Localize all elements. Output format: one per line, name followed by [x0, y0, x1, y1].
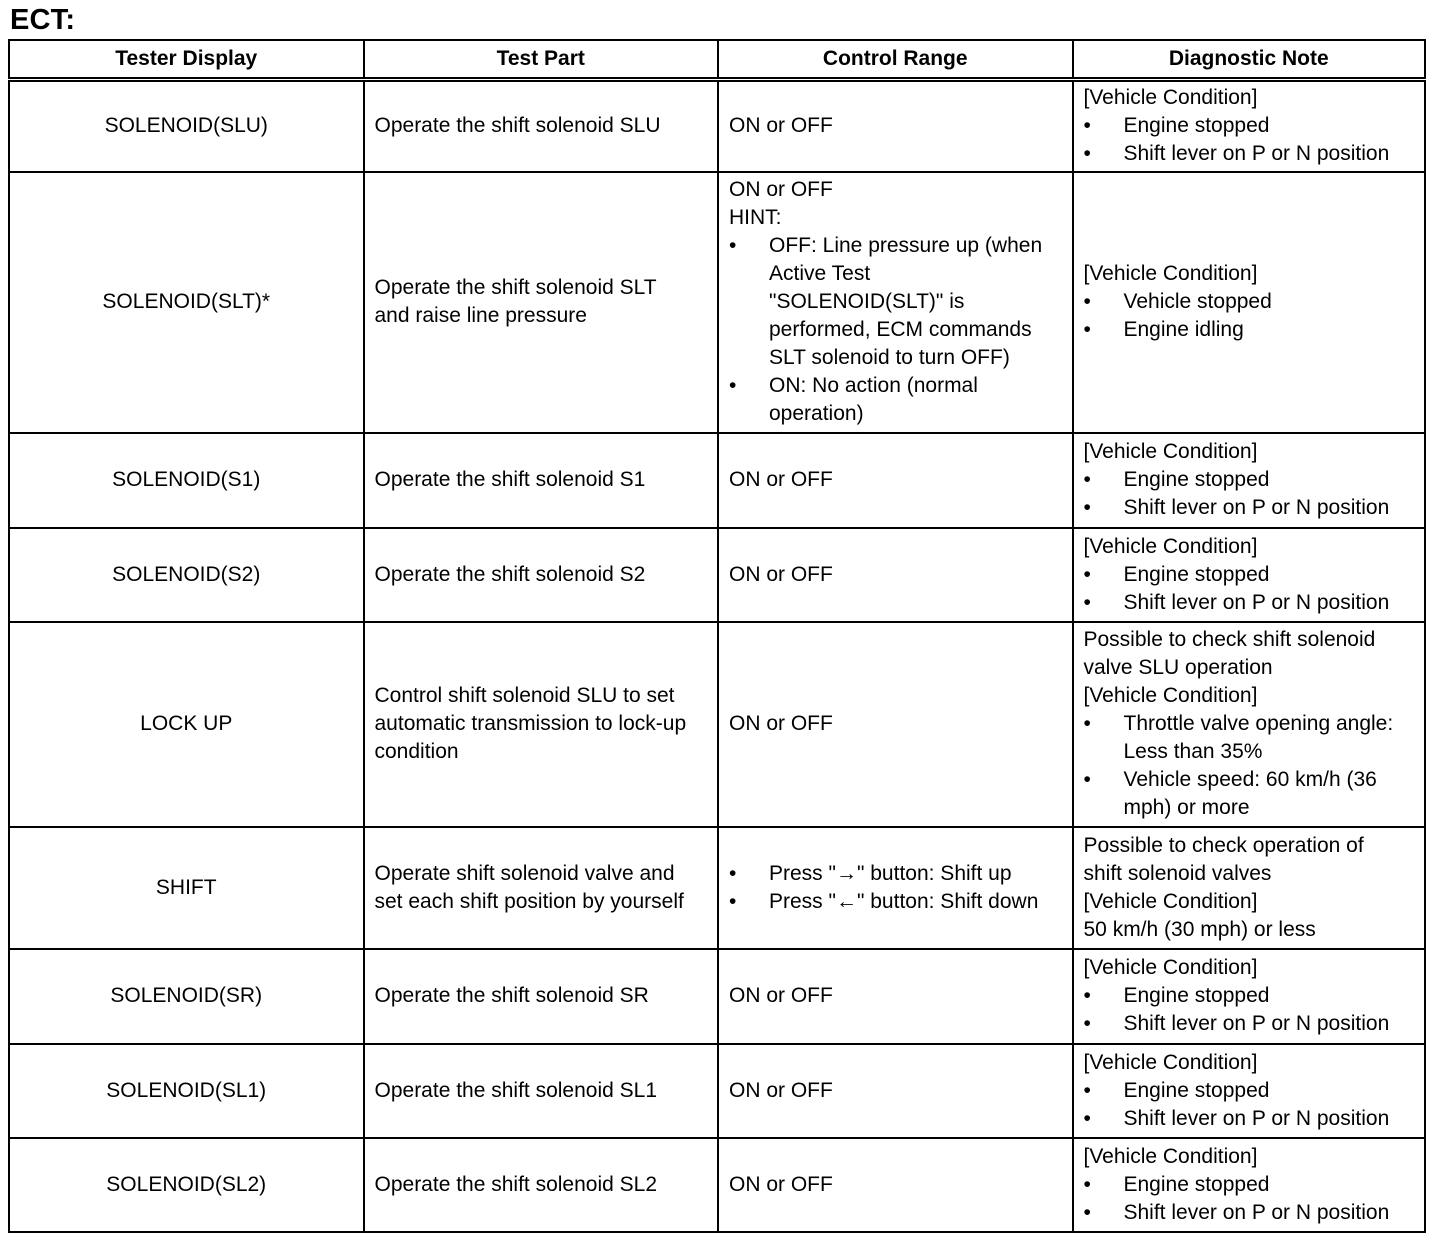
- diagnostic-note-cell: [1073, 1044, 1426, 1138]
- control-range-cell: [718, 949, 1073, 1044]
- diagnostic-note-cell: [1073, 172, 1426, 433]
- table-row: [9, 949, 1425, 1044]
- diagnostic-note-bullet-list: [1084, 112, 1415, 168]
- diagnostic-note-bullet-line: • Engine stopped: [1123, 984, 1270, 1007]
- diagnostic-note-cell: [1073, 622, 1426, 827]
- diagnostic-note-bullet-item: [1084, 561, 1415, 589]
- test-part-line: set each shift position by yourself: [374, 889, 684, 913]
- diagnostic-note-bullet-line: • Vehicle stopped: [1123, 290, 1272, 313]
- diagnostic-note-line: 50 km/h (30 mph) or less: [1083, 917, 1316, 941]
- table-row: [9, 1044, 1425, 1138]
- control-range-line: ON or OFF: [729, 1078, 833, 1102]
- tester-display-cell: SOLENOID(SL1): [9, 1044, 364, 1138]
- diagnostic-note-bullet-item: [1084, 1199, 1415, 1227]
- diagnostic-note-line: [Vehicle Condition]: [1083, 86, 1258, 110]
- test-part-line: Operate the shift solenoid SLU: [374, 114, 661, 138]
- test-part-cell: [364, 172, 719, 433]
- diagnostic-note-bullet-line: • Shift lever on P or N position: [1123, 496, 1390, 519]
- control-range-bullet-item: [729, 888, 1062, 916]
- control-range-bullet-item: [729, 372, 1062, 428]
- test-part-line: Operate the shift solenoid SR: [374, 984, 649, 1007]
- diagnostic-note-line: [Vehicle Condition]: [1083, 1144, 1258, 1168]
- diagnostic-note-line: [Vehicle Condition]: [1083, 440, 1258, 463]
- test-part-line: Operate the shift solenoid SLT: [374, 276, 657, 299]
- diagnostic-note-cell: [1073, 528, 1426, 622]
- test-part-line: Operate the shift solenoid SL1: [374, 1078, 658, 1102]
- table-row: [9, 433, 1425, 528]
- control-range-bullet-line: "SOLENOID(SLT)" is: [769, 290, 965, 313]
- diagnostic-note-bullet-line: • Engine stopped: [1123, 468, 1270, 491]
- ect-active-test-table: [8, 39, 1426, 1233]
- diagnostic-note-bullet-line: Less than 35%: [1123, 740, 1263, 763]
- diagnostic-note-line: [Vehicle Condition]: [1083, 1050, 1258, 1074]
- diagnostic-note-line: [Vehicle Condition]: [1083, 684, 1258, 707]
- control-range-bullet-item: [729, 860, 1062, 888]
- tester-display-cell: SOLENOID(SR): [9, 949, 364, 1044]
- table-row: [9, 528, 1425, 622]
- diagnostic-note-cell: [1073, 433, 1426, 528]
- diagnostic-note-bullet-line: • Shift lever on P or N position: [1123, 1200, 1390, 1224]
- control-range-cell: [718, 172, 1073, 433]
- diagnostic-note-bullet-line: • Shift lever on P or N position: [1123, 1012, 1390, 1035]
- diagnostic-note-line: [Vehicle Condition]: [1083, 956, 1258, 979]
- diagnostic-note-bullet-list: [1084, 710, 1415, 822]
- test-part-cell: [364, 528, 719, 622]
- control-range-cell: [718, 622, 1073, 827]
- diagnostic-note-bullet-item: [1084, 1105, 1415, 1133]
- tester-display-cell: SOLENOID(SLU): [9, 80, 364, 172]
- diagnostic-note-bullet-item: [1084, 1010, 1415, 1038]
- diagnostic-note-bullet-line: mph) or more: [1123, 796, 1250, 819]
- header-control-range: Control Range: [718, 40, 1073, 80]
- control-range-cell: [718, 1044, 1073, 1138]
- diagnostic-note-line: Possible to check operation of: [1083, 833, 1364, 857]
- control-range-cell: [718, 80, 1073, 172]
- control-range-bullet-line: SLT solenoid to turn OFF): [769, 346, 1010, 369]
- diagnostic-note-bullet-line: • Shift lever on P or N position: [1123, 142, 1390, 166]
- diagnostic-note-bullet-item: [1084, 316, 1415, 344]
- test-part-line: Operate the shift solenoid S2: [374, 562, 646, 586]
- diagnostic-note-bullet-line: • Shift lever on P or N position: [1123, 590, 1390, 614]
- control-range-line: ON or OFF: [729, 468, 833, 491]
- test-part-line: and raise line pressure: [374, 304, 587, 327]
- diagnostic-note-bullet-item: [1084, 1171, 1415, 1199]
- tester-display-cell: SOLENOID(SL2): [9, 1138, 364, 1232]
- control-range-line: ON or OFF: [729, 712, 833, 735]
- test-part-cell: [364, 622, 719, 827]
- tester-display-cell: SOLENOID(S1): [9, 433, 364, 528]
- header-test-part: Test Part: [364, 40, 719, 80]
- diagnostic-note-bullet-line: • Engine idling: [1123, 318, 1244, 341]
- control-range-line: ON or OFF: [729, 562, 833, 586]
- diagnostic-note-line: [Vehicle Condition]: [1083, 262, 1258, 285]
- control-range-bullet-line: • ON: No action (normal: [769, 374, 978, 397]
- test-part-line: automatic transmission to lock-up: [374, 712, 687, 735]
- control-range-cell: [718, 433, 1073, 528]
- diagnostic-note-cell: [1073, 80, 1426, 172]
- diagnostic-note-line: valve SLU operation: [1083, 656, 1273, 679]
- diagnostic-note-bullet-line: • Throttle valve opening angle:: [1123, 712, 1394, 735]
- diagnostic-note-bullet-item: [1084, 982, 1415, 1010]
- diagnostic-note-bullet-line: • Engine stopped: [1123, 1078, 1270, 1102]
- diagnostic-note-bullet-line: • Shift lever on P or N position: [1123, 1106, 1390, 1130]
- diagnostic-note-bullet-list: [1084, 1171, 1415, 1227]
- table-header-row: [9, 40, 1425, 80]
- test-part-cell: [364, 949, 719, 1044]
- diagnostic-note-line: [Vehicle Condition]: [1083, 889, 1258, 913]
- table-row: [9, 827, 1425, 949]
- control-range-line: ON or OFF: [729, 114, 833, 138]
- diagnostic-note-bullet-list: [1084, 466, 1415, 522]
- diagnostic-note-cell: [1073, 827, 1426, 949]
- control-range-cell: [718, 528, 1073, 622]
- control-range-line: ON or OFF: [729, 984, 833, 1007]
- test-part-line: Operate shift solenoid valve and: [374, 861, 675, 885]
- diagnostic-note-bullet-item: [1084, 589, 1415, 617]
- diagnostic-note-bullet-list: [1084, 982, 1415, 1038]
- control-range-cell: [718, 1138, 1073, 1232]
- test-part-line: Operate the shift solenoid SL2: [374, 1172, 658, 1196]
- test-part-line: Control shift solenoid SLU to set: [374, 684, 675, 707]
- page-title: ECT:: [10, 4, 76, 36]
- table-row: [9, 172, 1425, 433]
- control-range-bullet-list: [729, 860, 1062, 916]
- diagnostic-note-bullet-item: [1084, 288, 1415, 316]
- diagnostic-note-bullet-line: • Vehicle speed: 60 km/h (36: [1123, 768, 1377, 791]
- test-part-cell: [364, 80, 719, 172]
- control-range-bullet-list: [729, 232, 1062, 428]
- test-part-cell: [364, 827, 719, 949]
- diagnostic-note-bullet-line: • Engine stopped: [1123, 562, 1270, 586]
- tester-display-cell: SOLENOID(SLT)*: [9, 172, 364, 433]
- diagnostic-note-bullet-line: • Engine stopped: [1123, 1172, 1270, 1196]
- control-range-bullet-line: operation): [769, 402, 864, 425]
- diagnostic-note-cell: [1073, 1138, 1426, 1232]
- header-tester-display: Tester Display: [9, 40, 364, 80]
- test-part-cell: [364, 433, 719, 528]
- diagnostic-note-bullet-line: • Engine stopped: [1123, 114, 1270, 138]
- diagnostic-note-bullet-list: [1084, 561, 1415, 617]
- control-range-line: ON or OFF: [729, 1172, 833, 1196]
- diagnostic-note-line: shift solenoid valves: [1083, 861, 1272, 885]
- diagnostic-note-bullet-list: [1084, 1077, 1415, 1133]
- test-part-cell: [364, 1138, 719, 1232]
- table-row: [9, 80, 1425, 172]
- diagnostic-note-cell: [1073, 949, 1426, 1044]
- diagnostic-note-line: Possible to check shift solenoid: [1083, 628, 1376, 651]
- tester-display-cell: LOCK UP: [9, 622, 364, 827]
- control-range-line: ON or OFF: [729, 178, 833, 201]
- control-range-bullet-line: Active Test: [769, 262, 871, 285]
- tester-display-cell: SOLENOID(S2): [9, 528, 364, 622]
- test-part-line: Operate the shift solenoid S1: [374, 468, 646, 491]
- control-range-bullet-item: [729, 232, 1062, 372]
- control-range-cell: [718, 827, 1073, 949]
- test-part-cell: [364, 1044, 719, 1138]
- header-diagnostic-note: Diagnostic Note: [1073, 40, 1426, 80]
- diagnostic-note-bullet-item: [1084, 710, 1415, 766]
- table-row: [9, 1138, 1425, 1232]
- diagnostic-note-bullet-item: [1084, 766, 1415, 822]
- control-range-bullet-line: • Press "→" button: Shift up: [769, 861, 1012, 885]
- control-range-bullet-line: • Press "←" button: Shift down: [769, 889, 1039, 913]
- control-range-bullet-line: • OFF: Line pressure up (when: [769, 234, 1043, 257]
- tester-display-cell: SHIFT: [9, 827, 364, 949]
- diagnostic-note-bullet-item: [1084, 112, 1415, 140]
- diagnostic-note-bullet-list: [1084, 288, 1415, 344]
- control-range-bullet-line: performed, ECM commands: [769, 318, 1032, 341]
- diagnostic-note-bullet-item: [1084, 466, 1415, 494]
- diagnostic-note-bullet-item: [1084, 140, 1415, 168]
- control-range-line: HINT:: [729, 206, 782, 229]
- diagnostic-note-line: [Vehicle Condition]: [1083, 534, 1258, 558]
- table-row: [9, 622, 1425, 827]
- test-part-line: condition: [374, 740, 459, 763]
- diagnostic-note-bullet-item: [1084, 1077, 1415, 1105]
- diagnostic-note-bullet-item: [1084, 494, 1415, 522]
